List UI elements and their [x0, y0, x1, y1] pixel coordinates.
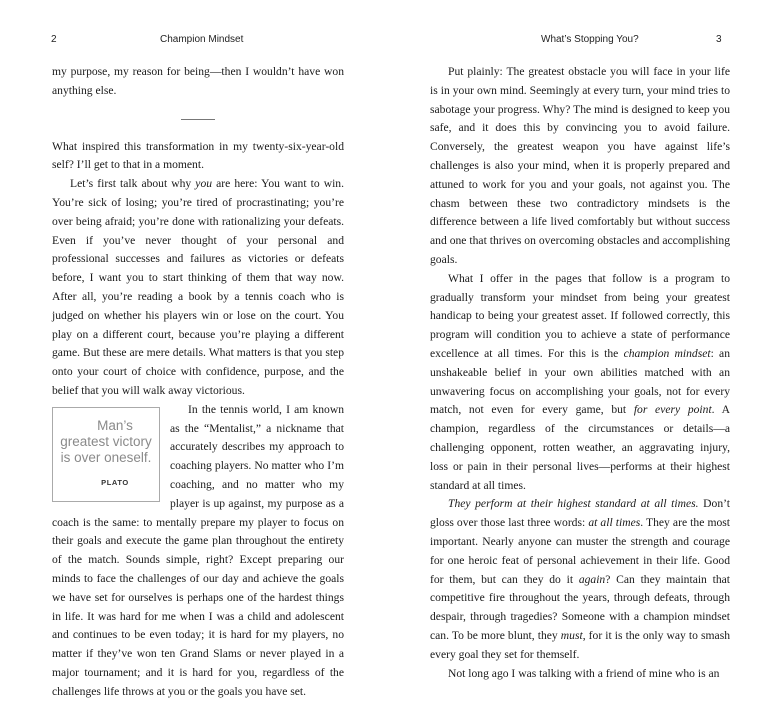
running-head: What’s Stopping You? — [541, 34, 639, 45]
text-run: What I offer in the pages that follow is a program to gradually transform your mindset from being your greatest handicap to being your greatest asset. If followed correctly, this program will condition you to achieve a state of performance excellence at all times. For this is the — [430, 271, 730, 360]
text-run: Let’s first talk about why — [70, 177, 196, 191]
text-run: , for it is the only way to smash every goal they set for themself. — [430, 628, 730, 661]
text-run: . A champion, regardless of the circumstances or details—a challenging opponent, rotten weather, an aggravating injury, loss or pain in their personal lives—performs at their highest standard at all times. — [430, 403, 730, 492]
emphasis: They perform at their highest standard at all times. — [448, 497, 699, 511]
body-text — [430, 63, 730, 683]
paragraph — [430, 270, 730, 496]
body-text — [52, 63, 344, 702]
emphasis: at all times — [588, 516, 641, 530]
text-run: . They are the most important. Nearly anyone can muster the strength and courage for one heroic feat of personal achievement in their life. Good for them, but can they do it — [430, 516, 730, 586]
paragraph — [430, 495, 730, 664]
paragraph: my purpose, my reason for being—then I wouldn’t have won anything else. — [52, 65, 344, 97]
left-page — [0, 0, 388, 698]
pull-quote-attribution: PLATO — [101, 477, 129, 487]
paragraph: What inspired this transformation in my twenty-six-year-old self? I’ll get to that in a moment. — [52, 139, 344, 172]
pull-quote-text: Man’s greatest victory is over oneself. — [60, 417, 152, 465]
emphasis: champion mindset — [623, 346, 711, 360]
running-head: Champion Mindset — [160, 34, 244, 45]
paragraph — [52, 401, 344, 702]
emphasis: must — [560, 628, 583, 642]
paragraph: Not long ago I was talking with a friend of mine who is an — [448, 666, 720, 680]
text-run: ? Can they maintain that competitive fire throughout the years, through defeats, through despair, through tragedies? Someone with a champion mindset can. To be more blunt, they — [430, 572, 730, 642]
text-run: Don’t gloss over those last three words: — [430, 497, 730, 530]
page-number: 2 — [51, 34, 57, 45]
emphasis: you — [195, 177, 213, 191]
text-run: In the tennis world, I am known as the “Mentalist,” a nickname that accurately describes my approach to coaching players. No matter who I’m coaching, and no matter who my player is up against, my purpose as a coach is the same: to mentally prepare my player to focus on their goals and execute the game plan throughout the entirety of the match. Sounds simple, right? Except preparing our minds to face the challenges of our day and achieve the goals we have set for ourselves is perhaps one of the hardest things in life. It was hard for me when I was a child and adolescent and continues to be even today; it is hard for my players, no matter if they’ve won ten Grand Slams or never played in a major tournament; and it is hard for you, regardless of the challenges life throws at you or the goals you have set. — [52, 402, 344, 698]
emphasis: again — [578, 572, 606, 586]
section-divider — [181, 119, 215, 120]
page-number: 3 — [716, 34, 722, 45]
paragraph — [52, 175, 344, 401]
text-run: are here: You want to win. You’re sick of losing; you’re tired of procrastinating; you’re over being afraid; you’re done with rationalizing your defeats. Even if you’ve never thought of your personal and professional successes and failures as victories or defeats before, I want you to start thinking of them that way now. After all, you’re reading a book by a tennis coach who is judged on whether his players win or lose on the court. You play on a different court, because you’re playing a different game. But these are mere details. What matters is that you step onto your court of choice with confidence, purpose, and the belief that you will walk away victorious. — [52, 177, 344, 397]
emphasis: for every point — [633, 403, 712, 417]
right-page — [388, 0, 776, 680]
paragraph: Put plainly: The greatest obstacle you will face in your life is in your own mind. Seemingly at every turn, your mind tries to sabotage your progress. Why? The mind is designed to keep you safe, and it does this by convincing you to avoid failure. Conversely, the greatest weapon you have against life’s challenges is also your mind, when it is properly prepared and attuned to work for you and your goals, not against you. The chasm between these two contradictory mindsets is the difference between a life lived comfortably but without success and one that thrives on overcoming obstacles and accomplishing goals. — [430, 65, 730, 266]
text-run: : an unshakeable belief in your own abilities matched with an unwavering focus on accomplishing your goals, not for every match, not even for every game, but — [430, 346, 730, 417]
pull-quote — [52, 407, 160, 502]
